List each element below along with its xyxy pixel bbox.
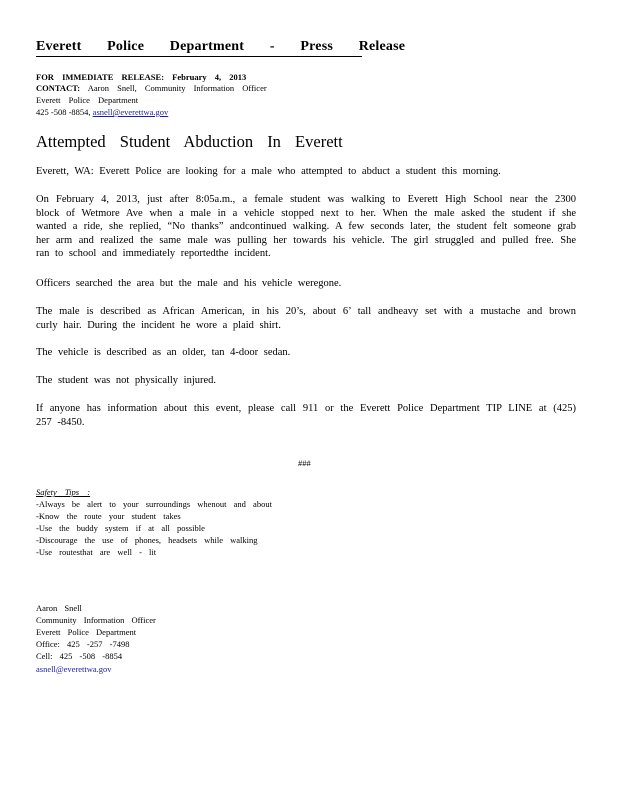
contact-label: CONTACT:: [36, 83, 81, 93]
signature-title: Community Information Officer: [36, 615, 156, 625]
safety-tip: -Discourage the use of phones, headsets while walking: [36, 535, 258, 545]
paragraph-injury: The student was not physically injured.: [36, 375, 217, 386]
paragraph-tipline: If anyone has information about this event, please call 911 or the Everett Police Department TIP LINE at (425) 257 -8450.: [36, 403, 576, 428]
paragraph-suspect: The male is described as African American, in his 20’s, about 6’ tall andheavy set with a mustache and brown curly hair. During the incident he wore a plaid shirt.: [36, 306, 576, 331]
end-separator: ###: [298, 458, 311, 468]
headline: Attempted Student Abduction In Everett: [36, 132, 343, 151]
release-line: FOR IMMEDIATE RELEASE: February 4, 2013: [36, 72, 247, 82]
signature-cell-phone: Cell: 425 -508 -8854: [36, 651, 123, 661]
signature-office-phone: Office: 425 -257 -7498: [36, 639, 130, 649]
signature-dept: Everett Police Department: [36, 627, 137, 637]
release-date-line: [36, 72, 246, 83]
signature-name: Aaron Snell: [36, 603, 82, 613]
paragraph-incident: On February 4, 2013, just after 8:05a.m., a female student was walking to Everett High School near the 2300 block of Wetmore Ave when a male in a vehicle stopped next to her. When the male asked the student if she wanted a ride, she replied, “No thanks” andcontinued walking. A few seconds later, the student felt someone grab her arm and realized the same male was pulling her towards his vehicle. The girl struggled and pulled free. She ran to school and immediately reportedthe incident.: [36, 194, 576, 259]
document-title: Everett Police Department - Press Release: [36, 39, 406, 54]
safety-tip: -Use the buddy system if at all possible: [36, 523, 205, 533]
contact-phone: 425 -508 -8854,: [36, 107, 91, 117]
title-underline: [36, 56, 362, 57]
safety-tip: -Always be alert to your surroundings whenout and about: [36, 499, 272, 509]
safety-tip: -Know the route your student takes: [36, 511, 181, 521]
contact-dept: Everett Police Department: [36, 95, 139, 105]
safety-tip: -Use routesthat are well - lit: [36, 547, 157, 557]
signature-email-link[interactable]: asnell@everettwa.gov: [36, 664, 112, 674]
contact-phone-line: [36, 107, 194, 118]
contact-value: Aaron Snell, Community Information Officer: [87, 83, 267, 93]
paragraph-search: Officers searched the area but the male and his vehicle weregone.: [36, 278, 342, 289]
safety-tips-heading: Safety Tips :: [36, 487, 91, 497]
contact-email-link[interactable]: asnell@everettwa.gov: [92, 107, 169, 117]
paragraph-vehicle: The vehicle is described as an older, tan 4-door sedan.: [36, 347, 291, 358]
paragraph-intro: Everett, WA: Everett Police are looking for a male who attempted to abduct a student this morning.: [36, 166, 501, 177]
contact-line: [36, 83, 267, 94]
